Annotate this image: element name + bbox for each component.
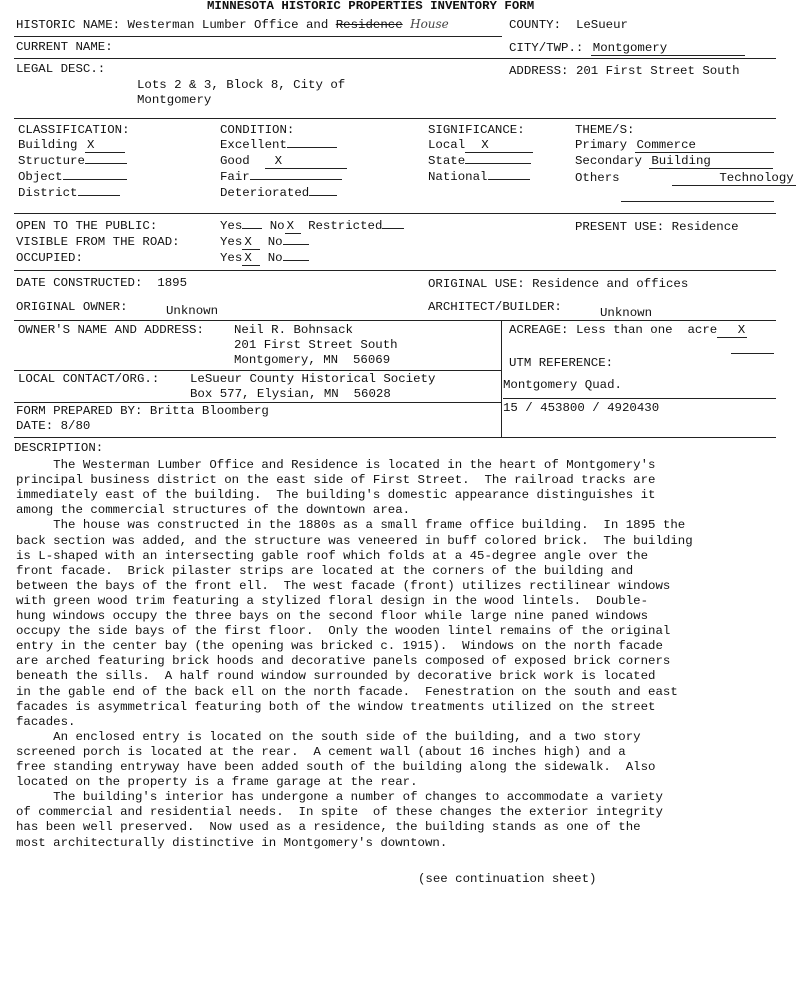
description-line: back section was added, and the structure was veneered in buff colored brick. The building — [16, 533, 693, 548]
theme-extra-line — [621, 201, 774, 202]
form-prepared-by-field: FORM PREPARED BY: Britta Bloomberg — [16, 404, 269, 418]
condition-fair: Fair — [220, 170, 342, 185]
significance-state: State — [428, 154, 531, 169]
original-owner-label: ORIGINAL OWNER: — [16, 300, 128, 314]
description-line: most architecturally distinctive in Montgomery's downtown. — [16, 835, 448, 850]
description-line: occupy the side bays of the first floor. Only the wooden lintel remains of the original — [16, 624, 671, 639]
description-line: facades is asymmetrical featuring both of the window treatments utilized on the street — [16, 699, 656, 714]
significance-national: National — [428, 170, 530, 185]
county-value: LeSueur — [575, 18, 628, 32]
historic-name-label: HISTORIC NAME: — [16, 18, 121, 32]
theme-primary: Primary Commerce — [575, 138, 774, 153]
date-constructed-field: DATE CONSTRUCTED: 1895 — [16, 276, 188, 290]
classification-district: District — [18, 186, 120, 201]
utm-coords: 15 / 453800 / 4920430 — [503, 401, 660, 415]
open-to-public-label: OPEN TO THE PUBLIC: — [16, 219, 158, 233]
legal-desc-label: LEGAL DESC.: — [16, 62, 106, 76]
description-line: The Westerman Lumber Office and Residence is located in the heart of Montgomery's — [16, 458, 656, 472]
description-line: are arched featuring brick hoods and decorative panels composed of exposed brick corners — [16, 654, 671, 669]
divider — [14, 213, 776, 214]
local-contact-line1: LeSueur County Historical Society — [190, 372, 436, 386]
description-line: immediately east of the building. The building's domestic appearance distinguishes it — [16, 488, 656, 503]
acreage-mark: X — [717, 324, 747, 338]
historic-name-struck-word: Residence — [335, 18, 403, 32]
date-value: 8/80 — [60, 419, 91, 433]
original-owner-value: Unknown — [166, 304, 219, 318]
present-use-field: PRESENT USE: Residence — [575, 220, 739, 234]
acreage-field: ACREAGE: Less than one acre X — [509, 323, 746, 337]
architect-label: ARCHITECT/BUILDER: — [428, 300, 562, 314]
description-line: screened porch is located at the rear. A cement wall (about 16 inches high) and a — [16, 744, 626, 759]
description-line: free standing entryway have been added south of the building along the sidewalk. Also — [16, 760, 656, 774]
condition-label: CONDITION: — [220, 123, 295, 137]
condition-excellent: Excellent — [220, 138, 337, 153]
description-line: The house was constructed in the 1880s as a small frame office building. In 1895 the — [16, 518, 686, 533]
description-line: The building's interior has undergone a number of changes to accommodate a variety — [16, 790, 663, 805]
description-line: between the bays of the front ell. The west facade (front) utilizes rectilinear windows — [16, 578, 671, 593]
condition-good: Good X — [220, 154, 347, 169]
city-twp-label: CITY/TWP.: — [509, 41, 584, 55]
county-label: COUNTY: — [509, 18, 562, 32]
description-line: among the commercial structures of the downtown area. — [16, 503, 411, 518]
description-line: front facade. Brick pilaster strips are located at the corners of the building and — [16, 563, 634, 578]
classification-building: Building X — [18, 138, 125, 153]
historic-name-field — [16, 17, 449, 33]
divider — [14, 437, 776, 438]
original-use-field: ORIGINAL USE: Residence and offices — [428, 277, 689, 291]
date-constructed-value: 1895 — [157, 276, 188, 290]
themes-label: THEME/S: — [575, 123, 635, 137]
acreage-value: Less than one — [575, 323, 673, 337]
acreage-extra-line — [731, 353, 774, 354]
address-label: ADDRESS: — [509, 64, 569, 78]
owner-line2: 201 First Street South — [234, 338, 398, 352]
column-divider — [501, 320, 502, 437]
present-use-value: Residence — [671, 220, 739, 234]
historic-name-value: Westerman Lumber Office and — [127, 18, 329, 32]
divider — [14, 58, 776, 59]
theme-others: Others Technology — [575, 171, 794, 185]
utm-quad: Montgomery Quad. — [503, 378, 622, 392]
description-line: An enclosed entry is located on the south side of the building, and a two story — [16, 729, 641, 744]
local-contact-label: LOCAL CONTACT/ORG.: — [18, 372, 160, 386]
description-line: located on the property is a frame garage at the rear. — [16, 775, 418, 790]
classification-label: CLASSIFICATION: — [18, 123, 130, 137]
utm-label: UTM REFERENCE: — [509, 356, 614, 370]
theme-secondary: Secondary Building — [575, 154, 773, 169]
description-line: with green wood trim featuring a stylized floral design in the wood lintels. Double- — [16, 593, 649, 608]
occupied-label: OCCUPIED: — [16, 251, 83, 265]
visible-from-road-options: Yes X No — [220, 235, 309, 250]
divider — [14, 118, 776, 119]
current-name-label: CURRENT NAME: — [16, 40, 113, 54]
owner-line3: Montgomery, MN 56069 — [234, 353, 391, 367]
description-line: has been well preserved. Now used as a residence, the building stands as one of the — [16, 820, 641, 835]
county-field — [509, 18, 628, 33]
continuation-note: (see continuation sheet) — [418, 872, 597, 886]
description-line: in the gable end of the back ell on the north facade. Fenestration on the south and east — [16, 684, 678, 699]
classification-structure: Structure — [18, 154, 127, 169]
form-prepared-by-value: Britta Bloomberg — [149, 404, 269, 418]
owner-label: OWNER'S NAME AND ADDRESS: — [18, 323, 204, 337]
description-line: beneath the sills. A half round window surrounded by decorative brick work is located — [16, 669, 656, 684]
original-use-value: Residence and offices — [532, 277, 689, 291]
description-line: is L-shaped with an intersecting gable roof which folds at a 45-degree angle over the — [16, 548, 649, 563]
address-field — [509, 64, 740, 79]
divider — [14, 36, 502, 37]
classification-object: Object — [18, 170, 127, 185]
visible-from-road-label: VISIBLE FROM THE ROAD: — [16, 235, 180, 249]
owner-line1: Neil R. Bohnsack — [234, 323, 353, 337]
description-line: hung windows occupy the three bays on the second floor while large nine paned windows — [16, 609, 649, 623]
divider — [14, 320, 776, 321]
city-twp-value: Montgomery — [591, 42, 745, 56]
city-twp-field — [509, 41, 745, 56]
architect-value: Unknown — [600, 306, 653, 320]
occupied-options: Yes X No — [220, 251, 309, 266]
condition-deteriorated: Deteriorated — [220, 186, 337, 201]
description-line: entry in the center bay (the opening was bricked c. 1915). Windows on the north facade — [16, 639, 663, 654]
significance-local: Local X — [428, 138, 533, 153]
legal-desc-line2: Montgomery — [137, 93, 212, 107]
form-title: MINNESOTA HISTORIC PROPERTIES INVENTORY FORM — [207, 0, 535, 13]
description-line: principal business district on the east side of First Street. The railroad tracks are — [16, 473, 656, 488]
divider — [14, 370, 502, 371]
description-label: DESCRIPTION: — [14, 441, 104, 455]
historic-name-handwritten: House — [410, 17, 449, 31]
address-value: 201 First Street South — [575, 64, 740, 78]
divider — [503, 398, 776, 399]
date-field: DATE: 8/80 — [16, 419, 91, 433]
legal-desc-line1: Lots 2 & 3, Block 8, City of — [137, 78, 346, 92]
significance-label: SIGNIFICANCE: — [428, 123, 525, 137]
local-contact-line2: Box 577, Elysian, MN 56028 — [190, 387, 391, 401]
open-to-public-options: Yes No X Restricted — [220, 219, 404, 234]
description-line: facades. — [16, 714, 76, 729]
current-name-field — [16, 40, 113, 55]
divider — [14, 270, 776, 271]
divider — [14, 402, 502, 403]
description-line: of commercial and residential needs. In spite of these changes the exterior integrity — [16, 805, 663, 820]
